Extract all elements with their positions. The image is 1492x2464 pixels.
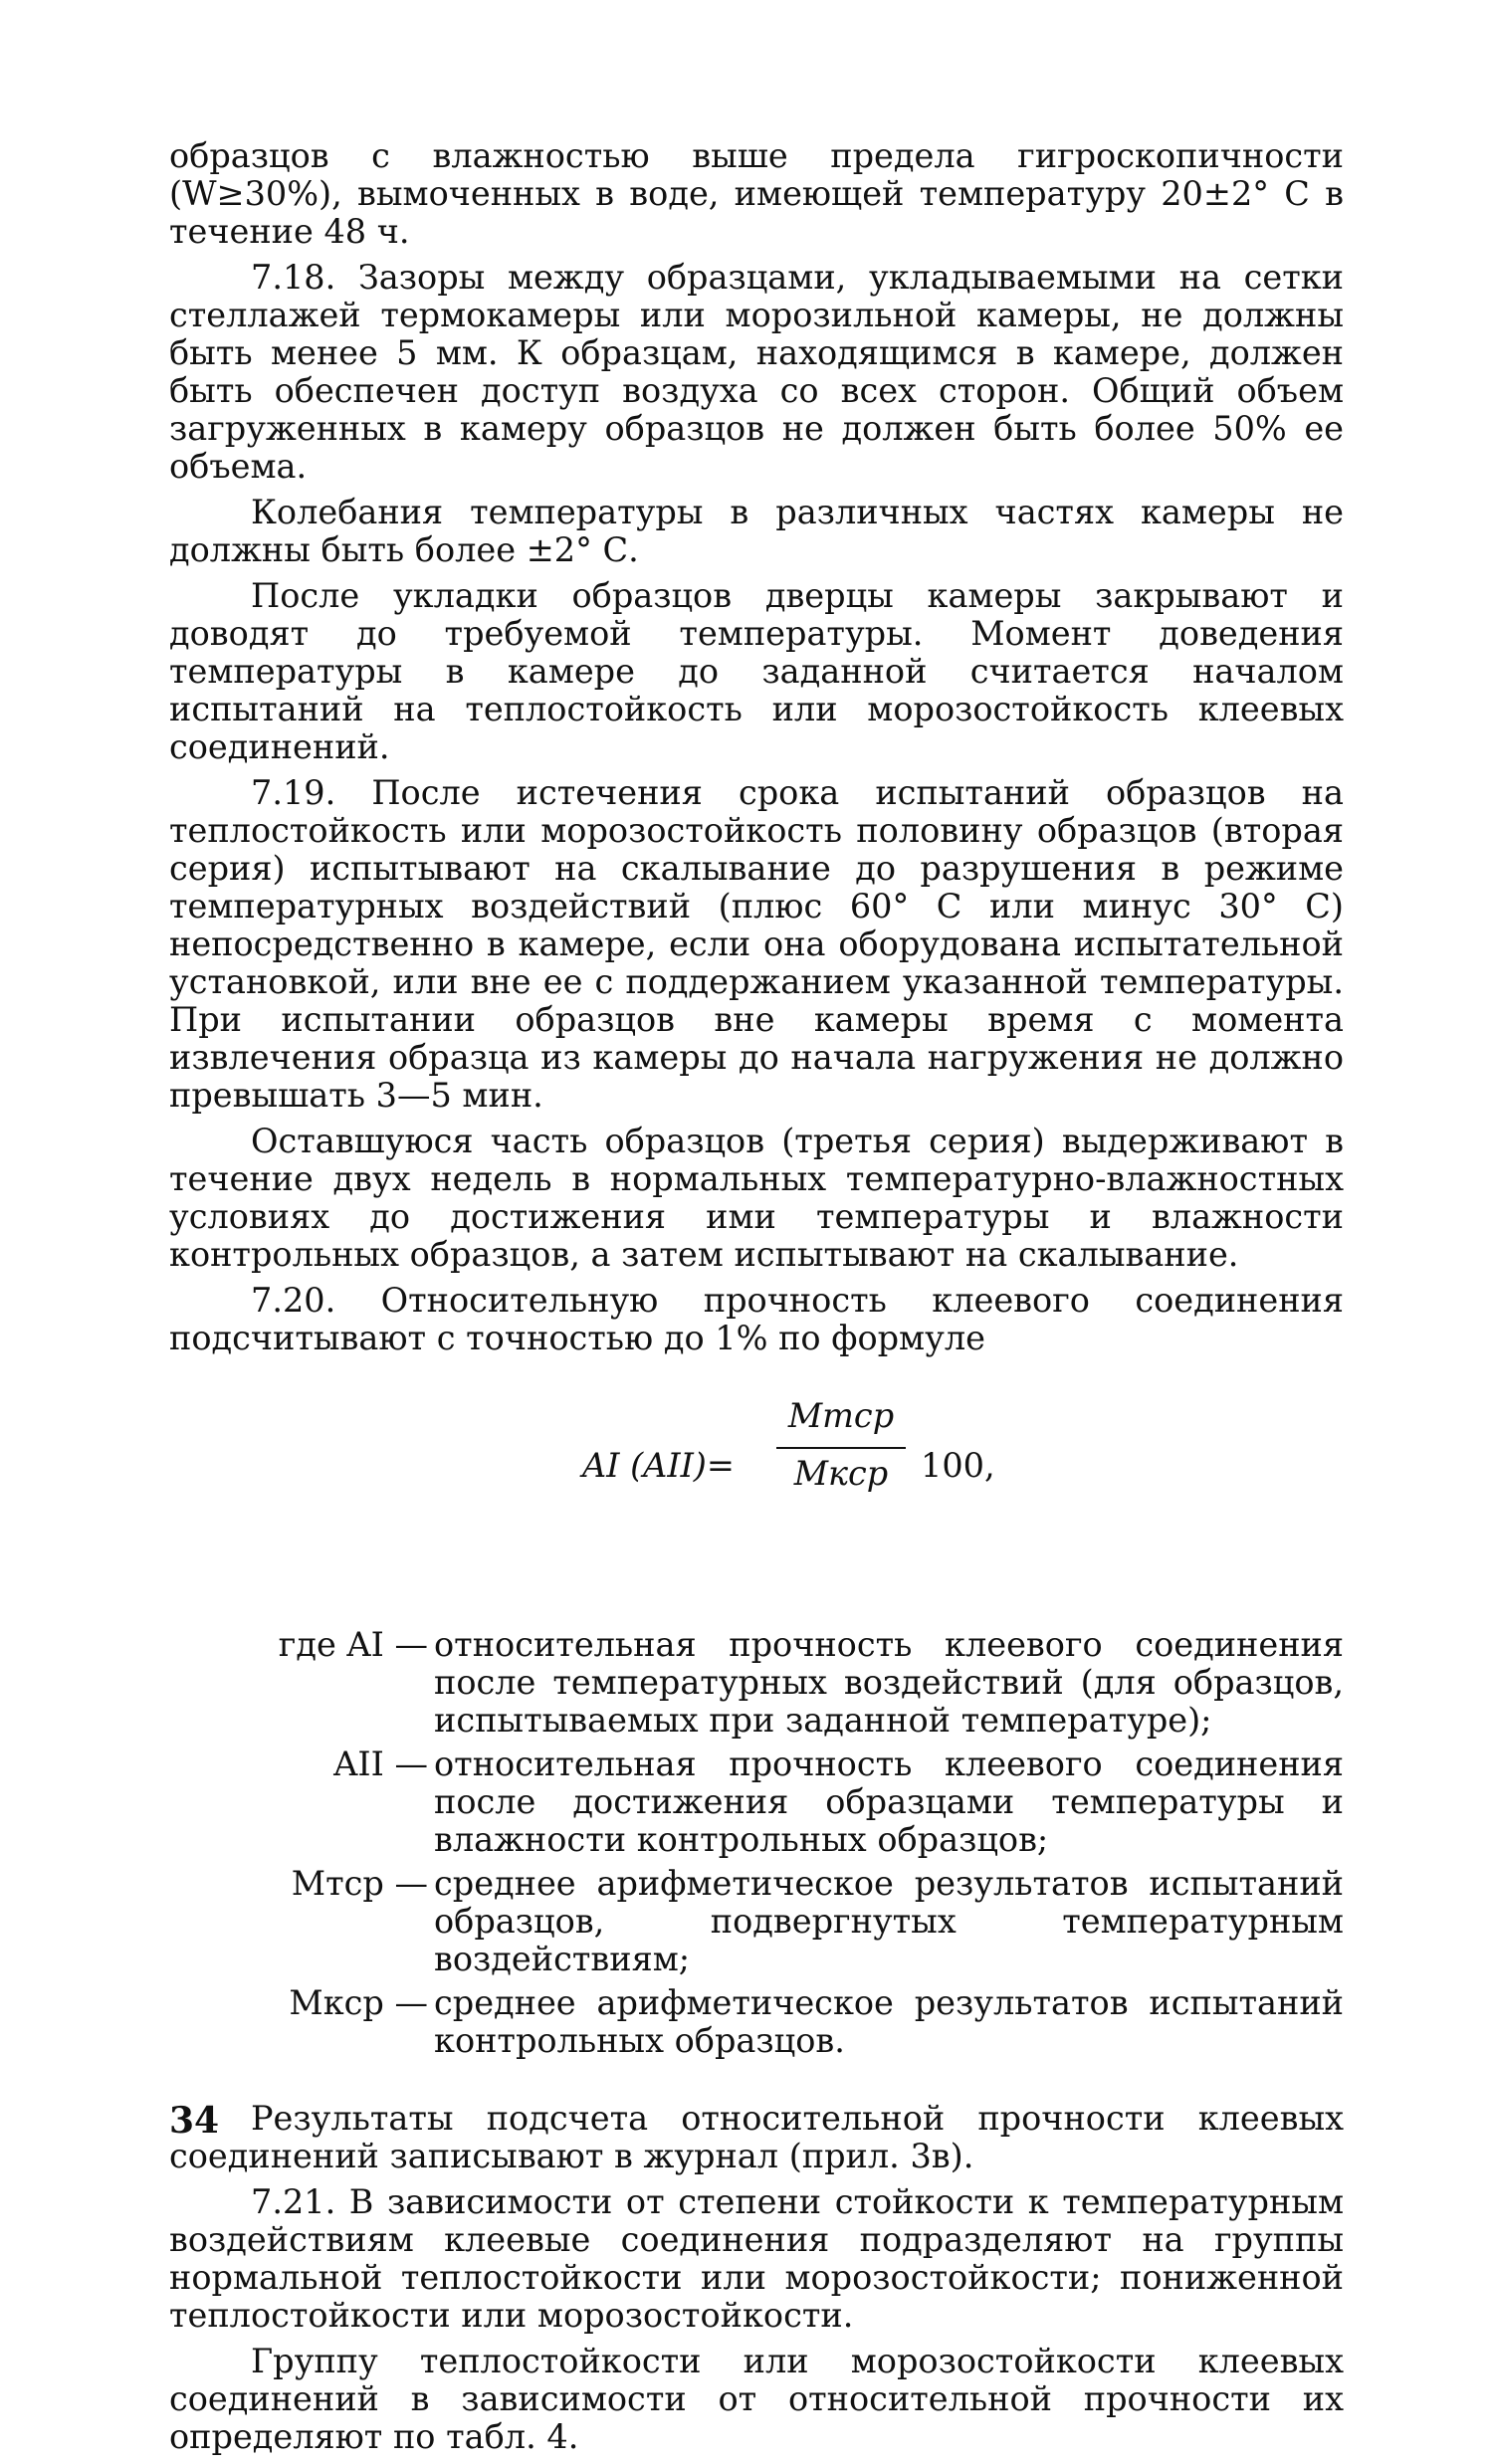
definition-symbol: Mтср — — [291, 1864, 428, 1903]
definition-symbol: AII — — [333, 1745, 428, 1783]
paragraph-door-closing: После укладки образцов дверцы камеры закрывают и доводят до требуемой температуры. Момент доведения температуры в камере до заданной считается началом испытаний на теплостойкость или морозостойкость клеевых соединений. — [169, 576, 1344, 766]
formula-rhs: 100, — [921, 1446, 995, 1485]
page-number: 34 — [169, 2100, 220, 2142]
formula-denominator: Mкср — [793, 1454, 889, 1493]
definition-text: относительная прочность клеевого соединения после температурных воздействий (для образцов, испытываемых при заданной температуре); — [434, 1625, 1344, 1740]
definition-item — [169, 1745, 1344, 1859]
definition-item — [169, 1984, 1344, 2060]
paragraph-7-19: 7.19. После истечения срока испытаний образцов на теплостойкость или морозостойкость половину образцов (вторая серия) испытывают на скалывание до разрушения в режиме температурных воздействий (плюс 60° С или минус 30° С) непосредственно в камере, если она оборудована испытательной установкой, или вне ее с поддержанием указанной температуры. При испытании образцов вне камеры время с момента извлечения образца из камеры до начала нагружения не должно превышать 3—5 мин. — [169, 773, 1344, 1115]
definition-symbol: Mкср — — [289, 1983, 428, 2022]
definition-item — [169, 1626, 1344, 1740]
definition-text: среднее арифметическое результатов испытаний образцов, подвергнутых температурным воздействиям; — [434, 1864, 1344, 1978]
definitions-list — [169, 1626, 1344, 2060]
definition-text: относительная прочность клеевого соединения после достижения образцами температуры и влажности контрольных образцов; — [434, 1745, 1344, 1859]
paragraph-temperature-fluctuation: Колебания температуры в различных частях камеры не должны быть более ±2° С. — [169, 493, 1344, 569]
paragraph-7-21: 7.21. В зависимости от степени стойкости к температурным воздействиям клеевые соединения подразделяют на группы нормальной теплостойкости или морозостойкости; пониженной теплостойкости или морозостойкости. — [169, 2182, 1344, 2335]
formula-lhs: AI (AII)= — [582, 1446, 735, 1485]
paragraph-7-18: 7.18. Зазоры между образцами, укладываемыми на сетки стеллажей термокамеры или морозильной камеры, не должны быть менее 5 мм. К образцам, находящимся в камере, должен быть обеспечен доступ воздуха со всех сторон. Общий объем загруженных в камеру образцов не должен быть более 50% ее объема. — [169, 258, 1344, 486]
paragraph-group-table: Группу теплостойкости или морозостойкости клеевых соединений в зависимости от относительной прочности их определяют по табл. 4. — [169, 2342, 1344, 2456]
page-body — [169, 137, 1344, 2464]
formula-fraction — [766, 1397, 916, 1505]
definition-symbol: где AI — — [278, 1625, 428, 1664]
paragraph-third-series: Оставшуюся часть образцов (третья серия) выдерживают в течение двух недель в нормальных температурно-влажностных условиях до достижения ими температуры и влажности контрольных образцов, а затем испытывают на скалывание. — [169, 1122, 1344, 1274]
strength-formula — [169, 1377, 1344, 1586]
formula-numerator: Mтср — [787, 1396, 895, 1435]
paragraph-results-journal: Результаты подсчета относительной прочности клеевых соединений записывают в журнал (прил. 3в). — [169, 2099, 1344, 2175]
paragraph-intro: образцов с влажностью выше предела гигроскопичности (W≥30%), вымоченных в воде, имеющей температуру 20±2° С в течение 48 ч. — [169, 136, 1344, 251]
paragraph-7-20: 7.20. Относительную прочность клеевого соединения подсчитывают с точностью до 1% по формуле — [169, 1281, 1344, 1357]
fraction-bar — [776, 1447, 906, 1449]
definition-text: среднее арифметическое результатов испытаний контрольных образцов. — [434, 1983, 1344, 2060]
definition-item — [169, 1865, 1344, 1978]
